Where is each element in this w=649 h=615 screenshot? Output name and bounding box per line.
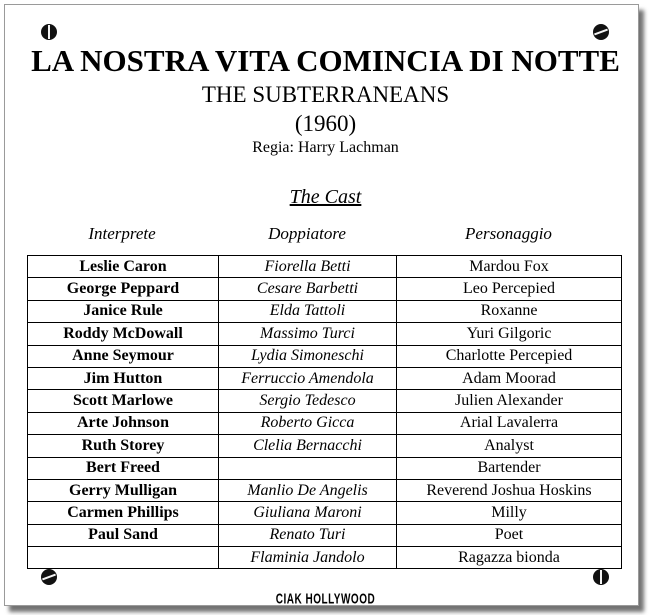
column-header-character: Personaggio — [465, 224, 552, 243]
table-row — [28, 323, 622, 345]
table-row — [28, 435, 622, 457]
table-row — [28, 502, 622, 524]
screw-icon — [593, 569, 609, 585]
table-row — [28, 300, 622, 322]
actor-cell: Leslie Caron — [28, 256, 219, 278]
character-cell: Milly — [397, 502, 622, 524]
dubber-cell: Manlio De Angelis — [219, 479, 397, 501]
character-cell: Leo Percepied — [397, 278, 622, 300]
actor-cell: Bert Freed — [28, 457, 219, 479]
table-row — [28, 479, 622, 501]
dubber-cell: Sergio Tedesco — [219, 390, 397, 412]
dubber-cell: Massimo Turci — [219, 323, 397, 345]
table-row — [28, 278, 622, 300]
cast-table — [27, 255, 622, 569]
original-title: THE SUBTERRANEANS — [201, 82, 450, 107]
director-credit: Regia: Harry Lachman — [252, 139, 399, 156]
actor-cell: George Peppard — [28, 278, 219, 300]
table-row — [28, 524, 622, 546]
character-cell: Analyst — [397, 435, 622, 457]
table-row — [28, 547, 622, 569]
actor-cell: Ruth Storey — [28, 435, 219, 457]
character-cell: Adam Moorad — [397, 367, 622, 389]
table-row — [28, 367, 622, 389]
plaque — [4, 4, 639, 606]
table-row — [28, 412, 622, 434]
actor-cell: Anne Seymour — [28, 345, 219, 367]
actor-cell: Jim Hutton — [28, 367, 219, 389]
table-row — [28, 390, 622, 412]
screw-icon — [41, 569, 57, 585]
character-cell: Bartender — [397, 457, 622, 479]
dubber-cell: Renato Turi — [219, 524, 397, 546]
column-header-actor: Interprete — [88, 224, 156, 243]
character-cell: Arial Lavalerra — [397, 412, 622, 434]
dubber-cell: Lydia Simoneschi — [219, 345, 397, 367]
screw-icon — [593, 24, 609, 40]
dubber-cell: Elda Tattoli — [219, 300, 397, 322]
character-cell: Mardou Fox — [397, 256, 622, 278]
character-cell: Charlotte Percepied — [397, 345, 622, 367]
dubber-cell: Cesare Barbetti — [219, 278, 397, 300]
column-header-dubber: Doppiatore — [268, 224, 346, 243]
actor-cell: Arte Johnson — [28, 412, 219, 434]
cast-heading: The Cast — [289, 186, 362, 208]
dubber-cell: Ferruccio Amendola — [219, 367, 397, 389]
dubber-cell: Giuliana Maroni — [219, 502, 397, 524]
dubber-cell — [219, 457, 397, 479]
dubber-cell: Clelia Bernacchi — [219, 435, 397, 457]
actor-cell: Paul Sand — [28, 524, 219, 546]
dubber-cell: Flaminia Jandolo — [219, 547, 397, 569]
character-cell: Roxanne — [397, 300, 622, 322]
page-title: LA NOSTRA VITA COMINCIA DI NOTTE — [31, 43, 620, 78]
character-cell: Ragazza bionda — [397, 547, 622, 569]
dubber-cell: Roberto Gicca — [219, 412, 397, 434]
actor-cell — [28, 547, 219, 569]
character-cell: Yuri Gilgoric — [397, 323, 622, 345]
screw-icon — [41, 24, 57, 40]
actor-cell: Roddy McDowall — [28, 323, 219, 345]
table-row — [28, 256, 622, 278]
actor-cell: Carmen Phillips — [28, 502, 219, 524]
table-row — [28, 457, 622, 479]
character-cell: Reverend Joshua Hoskins — [397, 479, 622, 501]
ciak-hollywood-logo — [5, 589, 646, 607]
table-row — [28, 345, 622, 367]
character-cell: Poet — [397, 524, 622, 546]
dubber-cell: Fiorella Betti — [219, 256, 397, 278]
actor-cell: Scott Marlowe — [28, 390, 219, 412]
actor-cell: Janice Rule — [28, 300, 219, 322]
character-cell: Julien Alexander — [397, 390, 622, 412]
release-year: (1960) — [294, 111, 357, 136]
actor-cell: Gerry Mulligan — [28, 479, 219, 501]
logo-text: CIAK HOLLYWOOD — [275, 591, 376, 608]
